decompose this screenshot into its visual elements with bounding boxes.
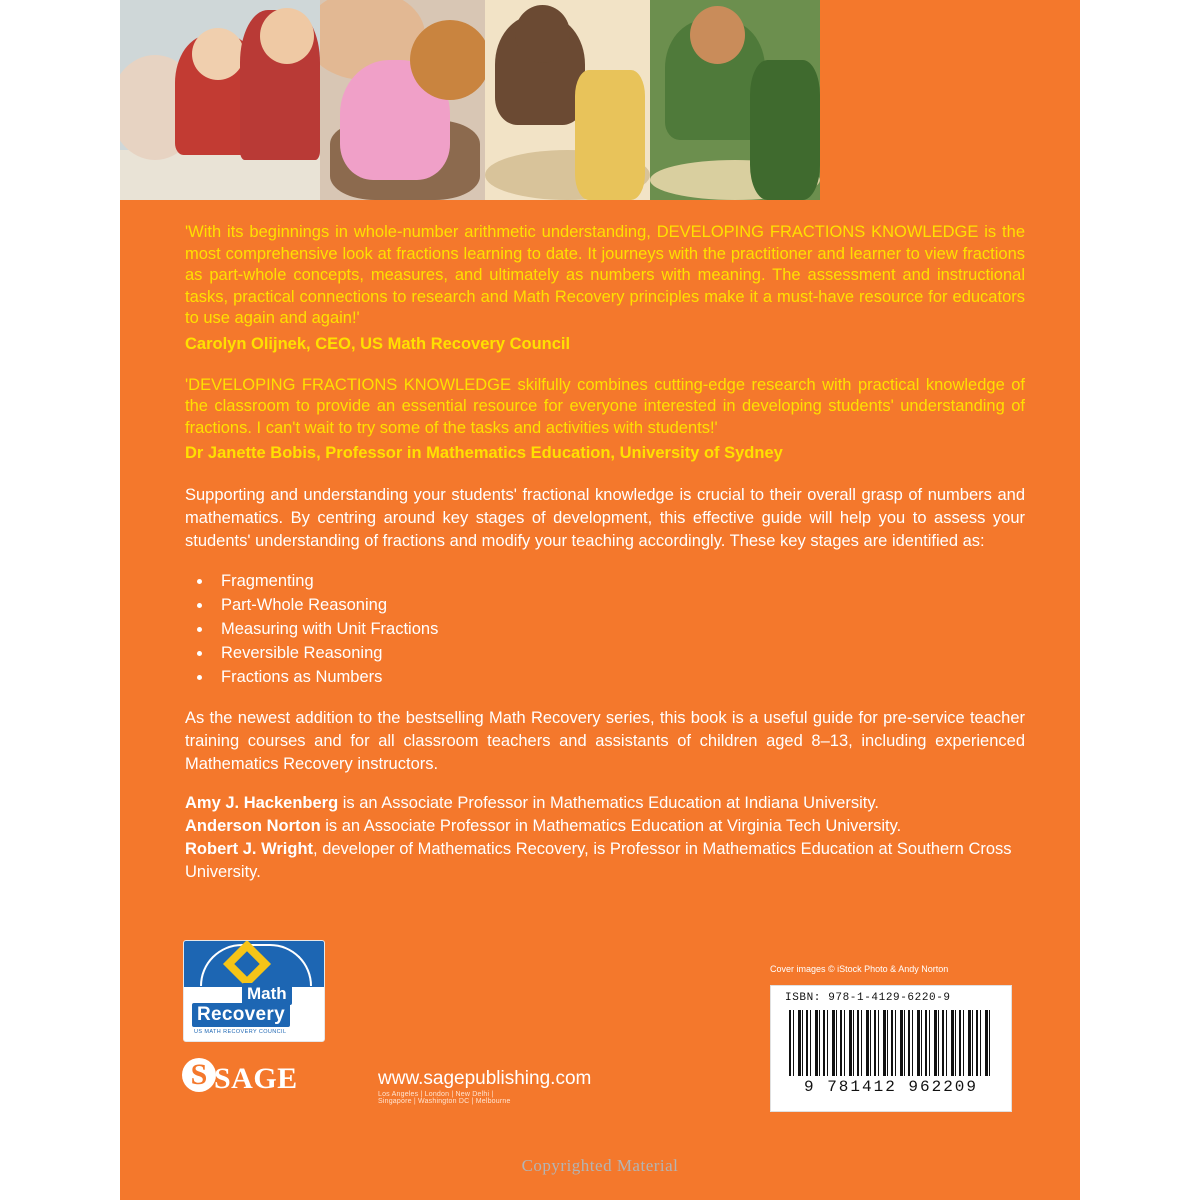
cover-photo-strip [120,0,820,200]
author-name-1: Amy J. Hackenberg [185,794,339,812]
list-item: • Measuring with Unit Fractions [213,617,1025,641]
isbn-text: ISBN: 978-1-4129-6220-9 [785,992,951,1004]
author-desc-1: is an Associate Professor in Mathematics Education at Indiana University. [338,794,879,812]
back-cover [120,0,1080,1200]
key-stages-list [185,569,1025,689]
hands-manipulatives-photo [320,0,485,200]
sage-publisher-logo [182,1058,592,1106]
review-quote-2: 'DEVELOPING FRACTIONS KNOWLEDGE skilfully combines cutting-edge research with practical knowledge of the classroom to provide an essential resource for everyone interested in developing students' understanding of fractions. I can't wait to try some of the tasks and activities with students!' [185,375,1025,437]
author-desc-2: is an Associate Professor in Mathematics Education at Virginia Tech University. [320,817,902,835]
sage-office-cities: Los Angeles | London | New Delhi | Singapore | Washington DC | Melbourne [378,1091,511,1105]
teacher-and-student-photo [650,0,820,200]
author-name-2: Anderson Norton [185,817,321,835]
blurb-closing: As the newest addition to the bestselling Math Recovery series, this book is a useful guide for pre-service teacher training courses and for all classroom teachers and assistants of children aged 8–13, including experienced Mathematics Recovery instructors. [185,709,1025,773]
sage-initial-icon: S [182,1058,216,1092]
review-attribution-1: Carolyn Olijnek, CEO, US Math Recovery Council [185,334,571,353]
sage-name: SAGE [214,1062,298,1095]
barcode-bars-icon [789,1010,993,1076]
list-item: • Reversible Reasoning [213,641,1025,665]
review-attribution-2: Dr Janette Bobis, Professor in Mathematics Education, University of Sydney [185,444,783,462]
author-desc-3: , developer of Mathematics Recovery, is Professor in Mathematics Education at Southern Cross University. [185,840,1012,881]
back-cover-text [185,222,1025,884]
copyright-watermark-bottom: Copyrighted Material [521,1156,679,1175]
author-name-3: Robert J. Wright [185,840,314,858]
blurb-intro: Supporting and understanding your students' fractional knowledge is crucial to their overall grasp of numbers and mathematics. By centring around key stages of development, this effective guide will help you to assess your students' understanding of fractions and modify your teaching accordingly. These key stages are identified as: [185,486,1025,550]
list-item: • Fragmenting [213,569,1025,593]
list-item: • Part-Whole Reasoning [213,593,1025,617]
math-recovery-logo [183,940,325,1042]
child-counting-blocks-photo [485,0,650,200]
logo-word-recovery: Recovery [192,1003,290,1027]
review-quote-1: 'With its beginnings in whole-number arithmetic understanding, DEVELOPING FRACTIONS KNOWLEDGE is the most comprehensive look at fractions learning to date. It journeys with the practitioner and learner to view fractions as part-whole concepts, measures, and ultimately as numbers with meaning. The assessment and instructional tasks, practical connections to research and Math Recovery principles make it a must-have resource for educators to use again and again!' [185,223,1025,327]
classroom-students-photo [120,0,320,200]
author-bios [185,792,1025,884]
cover-image-credit: Cover images © iStock Photo & Andy Norton [770,964,949,974]
logo-tagline: US MATH RECOVERY COUNCIL [194,1029,287,1035]
sage-website-url[interactable]: www.sagepublishing.com [378,1068,592,1089]
list-item: • Fractions as Numbers [213,665,1025,689]
logo-word-math: Math [242,983,292,1005]
isbn-barcode [770,985,1012,1112]
barcode-number: 9 781412 962209 [803,1078,979,1096]
